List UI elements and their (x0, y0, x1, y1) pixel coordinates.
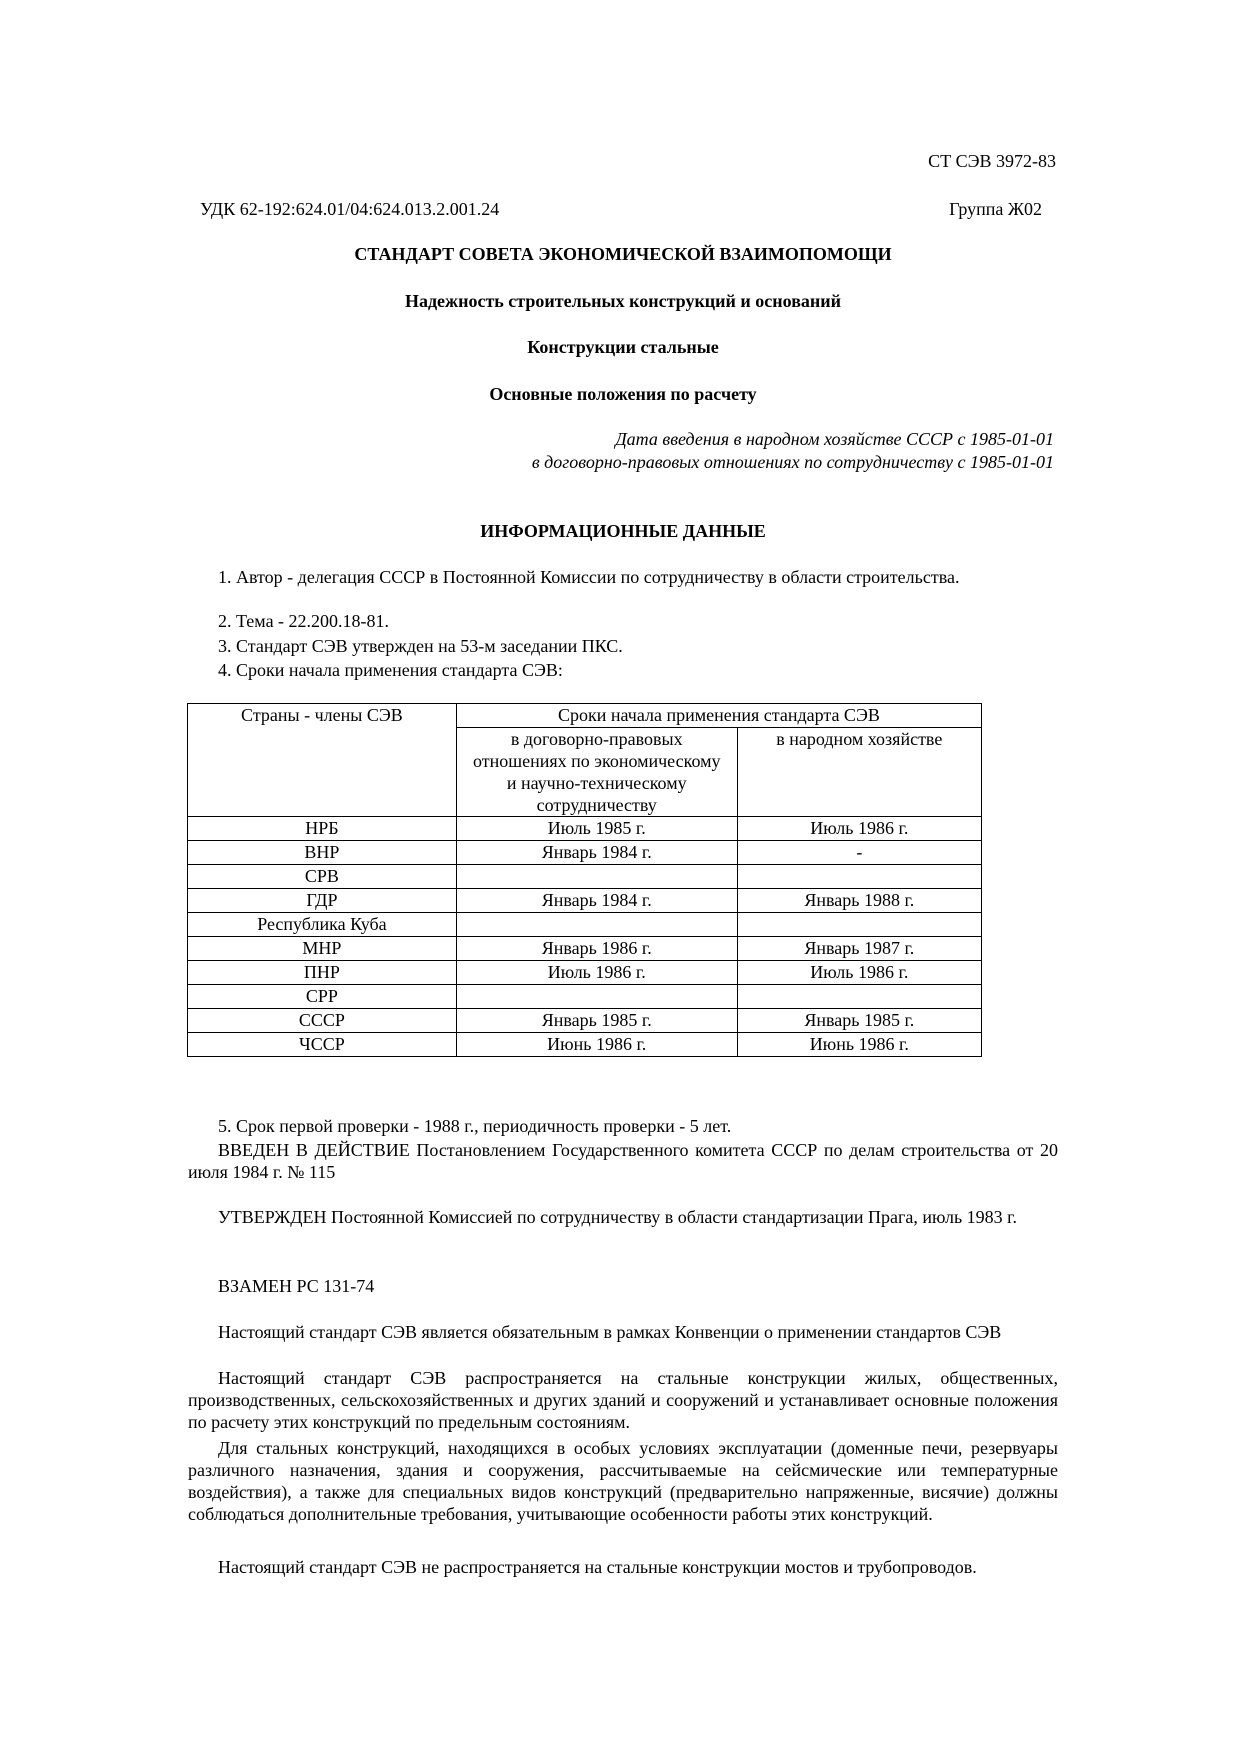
header-economy: в народном хозяйстве (737, 728, 981, 817)
info-item-review: 5. Срок первой проверки - 1988 г., периодичность проверки - 5 лет. (218, 1116, 732, 1136)
info-item-topic: 2. Тема - 22.200.18-81. (218, 611, 390, 631)
cell-country: ЧССР (188, 1033, 457, 1057)
enacted-note: ВВЕДЕН В ДЕЙСТВИЕ Постановлением Государственного комитета СССР по делам строительства от 20 июля 1984 г. № 115 (188, 1140, 1058, 1182)
cell-contract: Январь 1985 г. (456, 1009, 737, 1033)
info-item-approved: 3. Стандарт СЭВ утвержден на 53-м заседании ПКС. (218, 636, 623, 656)
cell-economy: Июнь 1986 г. (737, 1033, 981, 1057)
table-row (188, 961, 982, 985)
table-row (188, 1009, 982, 1033)
cell-economy (737, 985, 981, 1009)
udc-code: УДК 62-192:624.01/04:624.013.2.001.24 (200, 199, 500, 219)
cell-contract: Июль 1986 г. (456, 961, 737, 985)
standard-code: СТ СЭВ 3972-83 (928, 151, 1056, 171)
group-code: Группа Ж02 (949, 199, 1042, 219)
cell-contract: Июнь 1986 г. (456, 1033, 737, 1057)
cell-contract (456, 865, 737, 889)
table-row (188, 937, 982, 961)
cell-economy (737, 865, 981, 889)
cell-country: СРР (188, 985, 457, 1009)
paragraph-mandatory: Настоящий стандарт СЭВ является обязательным в рамках Конвенции о применении стандартов СЭВ (218, 1322, 1002, 1342)
cell-contract (456, 913, 737, 937)
main-title: СТАНДАРТ СОВЕТА ЭКОНОМИЧЕСКОЙ ВЗАИМОПОМОЩИ (354, 244, 892, 264)
cell-country: МНР (188, 937, 457, 961)
table-row (188, 1033, 982, 1057)
cell-contract: Январь 1984 г. (456, 889, 737, 913)
table-header-row (188, 704, 982, 728)
cell-economy (737, 913, 981, 937)
date-line-contract: в договорно-правовых отношениях по сотрудничеству с 1985-01-01 (531, 452, 1054, 472)
replaces-note: ВЗАМЕН РС 131-74 (218, 1276, 375, 1296)
table-row (188, 841, 982, 865)
subtitle-reliability: Надежность строительных конструкций и оснований (404, 291, 842, 311)
table-row (188, 865, 982, 889)
subtitle-calculation: Основные положения по расчету (489, 384, 757, 404)
header-terms: Сроки начала применения стандарта СЭВ (456, 704, 981, 728)
cell-economy: Июль 1986 г. (737, 817, 981, 841)
approved-note: УТВЕРЖДЕН Постоянной Комиссией по сотрудничеству в области стандартизации Прага, июль 1983 г. (218, 1207, 1018, 1227)
info-item-author: 1. Автор - делегация СССР в Постоянной Комиссии по сотрудничеству в области строительства. (218, 567, 960, 587)
header-countries: Страны - члены СЭВ (188, 704, 457, 817)
cell-economy: Июль 1986 г. (737, 961, 981, 985)
cell-economy: Январь 1988 г. (737, 889, 981, 913)
cell-country: СССР (188, 1009, 457, 1033)
table-row (188, 913, 982, 937)
header-contract: в договорно-правовых отношениях по экономическому и научно-техническому сотрудничеству (456, 728, 737, 817)
table-row (188, 985, 982, 1009)
cell-contract: Январь 1984 г. (456, 841, 737, 865)
cell-contract: Июль 1985 г. (456, 817, 737, 841)
paragraph-scope: Настоящий стандарт СЭВ распространяется на стальные конструкции жилых, общественных, производственных, сельскохозяйственных и других зданий и сооружений и устанавливает основные положения по расчету этих конструкций по предельным состояниям. (188, 1368, 1058, 1432)
cell-economy: Январь 1987 г. (737, 937, 981, 961)
cell-economy: - (737, 841, 981, 865)
cell-economy: Январь 1985 г. (737, 1009, 981, 1033)
introduction-dates (532, 428, 1054, 474)
cell-country: ГДР (188, 889, 457, 913)
table-row (188, 817, 982, 841)
info-section-title: ИНФОРМАЦИОННЫЕ ДАННЫЕ (480, 521, 766, 541)
info-item-terms: 4. Сроки начала применения стандарта СЭВ: (218, 660, 563, 680)
cell-country: НРБ (188, 817, 457, 841)
cell-country: ПНР (188, 961, 457, 985)
paragraph-special-conditions: Для стальных конструкций, находящихся в особых условиях эксплуатации (доменные печи, резервуары различного назначения, здания и сооружения, рассчитываемые на сейсмические или температурные воздействия), а также для специальных видов конструкций (предварительно напряженные, висячие) должны соблюдаться дополнительные требования, учитывающие особенности работы этих конструкций. (188, 1438, 1058, 1524)
cell-country: ВНР (188, 841, 457, 865)
subtitle-steel: Конструкции стальные (527, 337, 719, 357)
cell-contract (456, 985, 737, 1009)
date-line-economy: Дата введения в народном хозяйстве СССР с 1985-01-01 (615, 429, 1054, 449)
terms-table (187, 703, 982, 1057)
table-row (188, 889, 982, 913)
cell-contract: Январь 1986 г. (456, 937, 737, 961)
paragraph-exclusions: Настоящий стандарт СЭВ не распространяется на стальные конструкции мостов и трубопроводов. (218, 1557, 977, 1577)
cell-country: СРВ (188, 865, 457, 889)
cell-country: Республика Куба (188, 913, 457, 937)
